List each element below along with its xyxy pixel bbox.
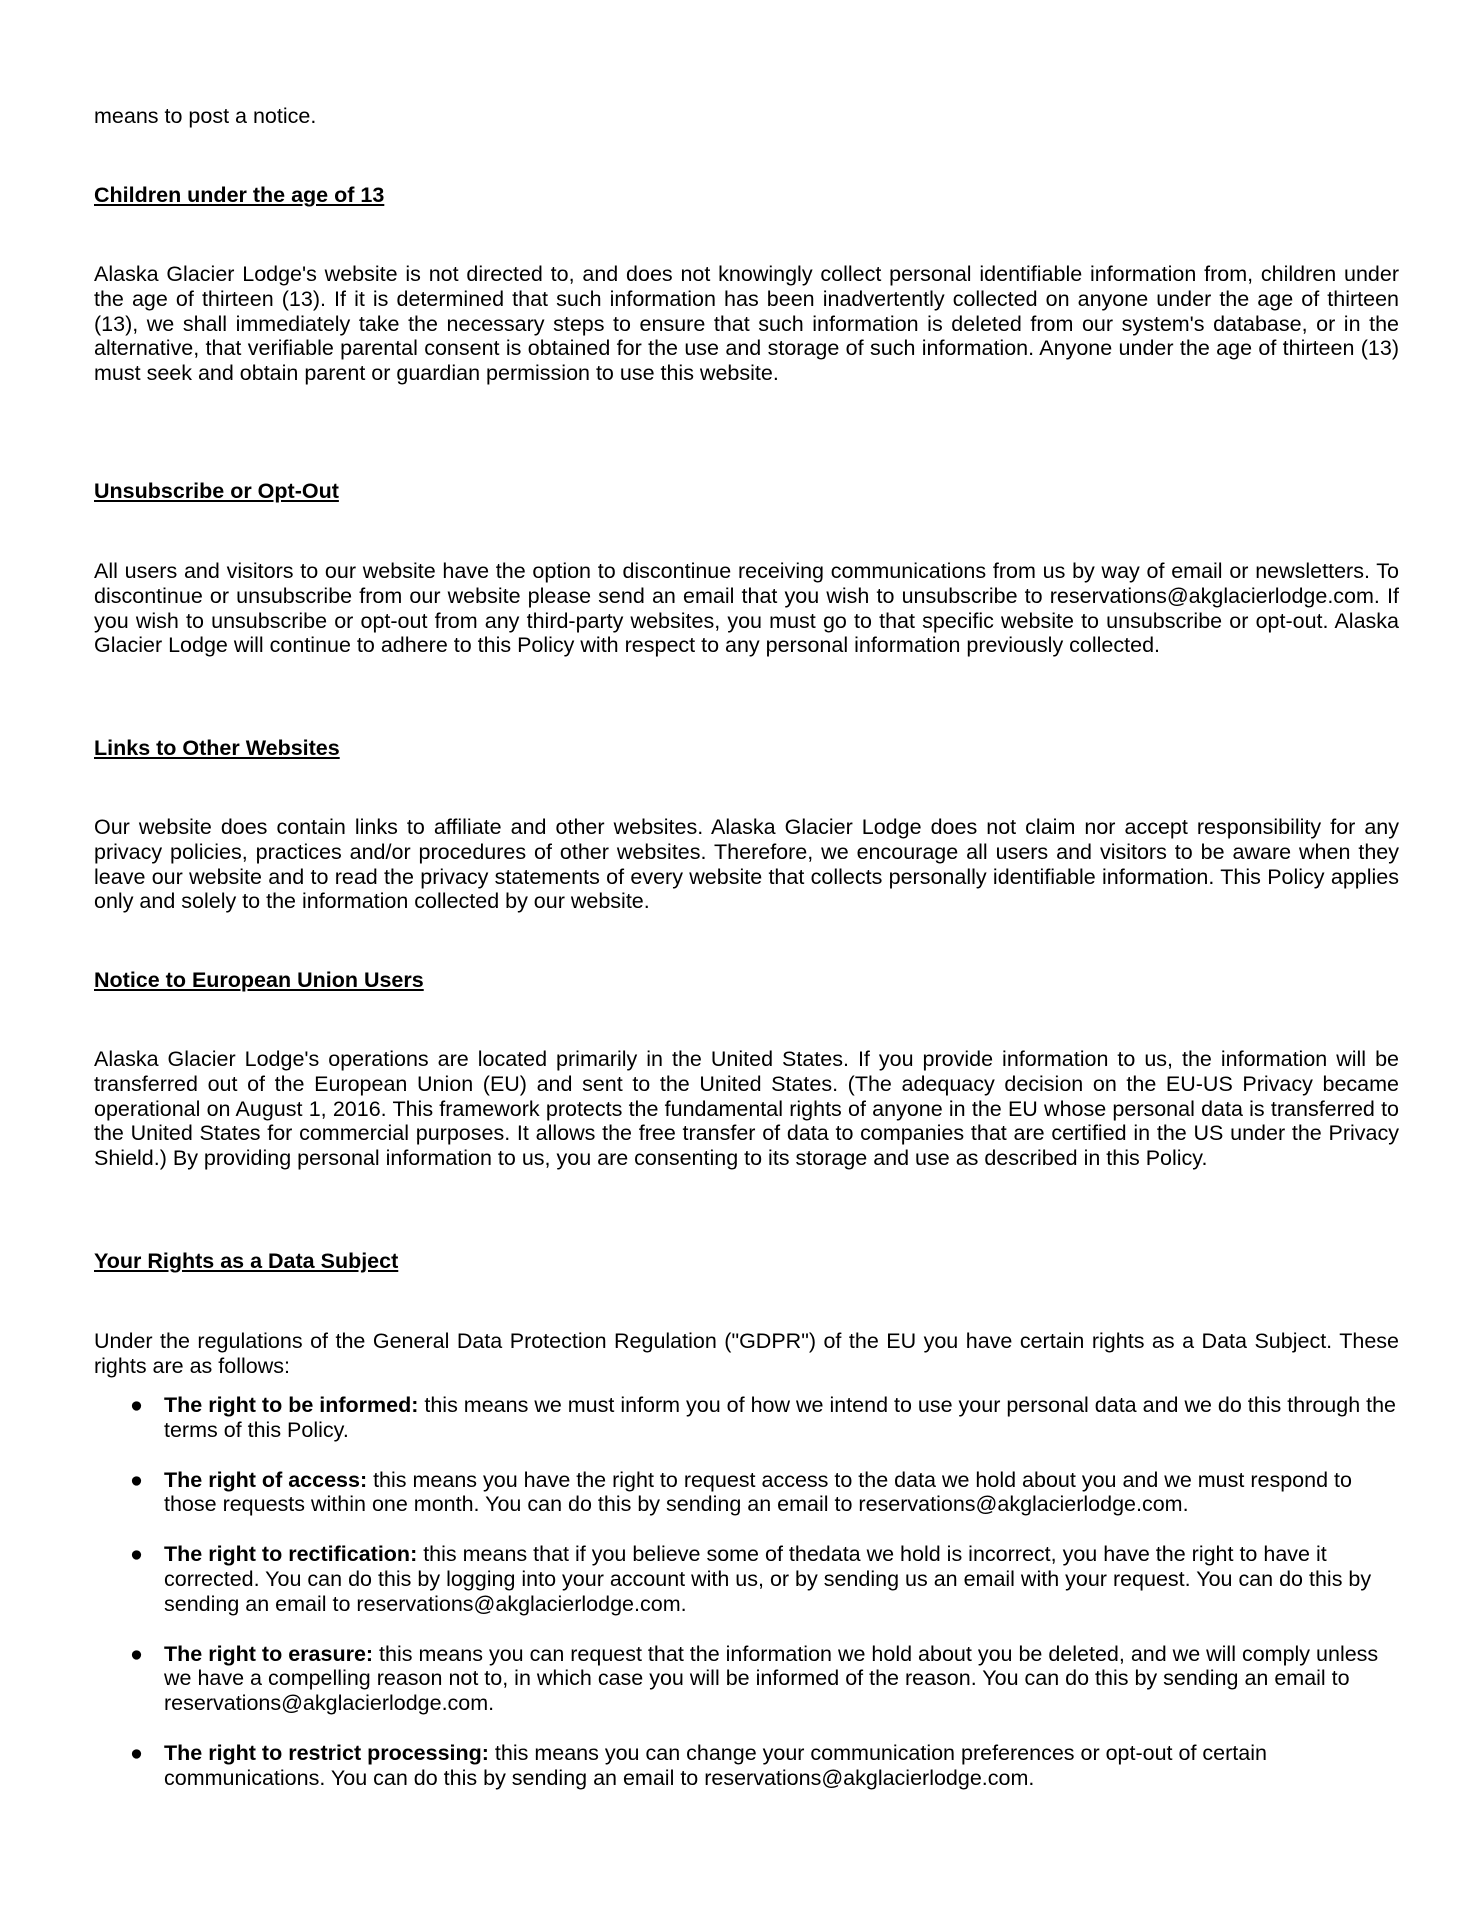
data-subject-rights-intro: Under the regulations of the General Data Protection Regulation ("GDPR") of the EU you have certain rights as a Data Subject. These rights are as follows: — [94, 1329, 1399, 1378]
right-description: this means we must inform you of how we intend to use your personal data and we do this through the terms of this Policy. — [164, 1393, 1397, 1442]
right-title: The right to erasure: — [164, 1641, 374, 1666]
right-to-be-informed-item — [94, 1393, 1404, 1443]
right-title: The right to restrict processing: — [164, 1740, 489, 1765]
right-to-rectification-item — [94, 1542, 1404, 1616]
unsubscribe-paragraph: All users and visitors to our website have the option to discontinue receiving communications from us by way of email or newsletters. To discontinue or unsubscribe from our website please send an email that you wish to unsubscribe to reservations@akglacierlodge.com. If you wish to unsubscribe or opt-out from any third-party websites, you must go to that specific website to unsubscribe or opt-out. Alaska Glacier Lodge will continue to adhere to this Policy with respect to any personal information previously collected. — [94, 559, 1399, 658]
right-title: The right of access: — [164, 1467, 368, 1492]
right-description: this means you can request that the information we hold about you be deleted, and we will comply unless we have a compelling reason not to, in which case you will be informed of the reason. You can do this by sending an email to reservations@akglacierlodge.com. — [164, 1641, 1379, 1716]
right-description: this means that if you believe some of thedata we hold is incorrect, you have the right to have it corrected. You can do this by logging into your account with us, or by sending us an email with your request. You can do this by sending an email to reservations@akglacierlodge.com. — [164, 1542, 1372, 1616]
bullet-icon: ● — [130, 1542, 143, 1567]
right-title: The right to rectification: — [164, 1542, 418, 1567]
right-to-restrict-processing-item — [94, 1741, 1404, 1791]
eu-notice-heading: Notice to European Union Users — [94, 968, 424, 992]
right-description: this means you can change your communication preferences or opt-out of certain communications. You can do this by sending an email to reservations@akglacierlodge.com. — [164, 1740, 1267, 1790]
children-paragraph: Alaska Glacier Lodge's website is not directed to, and does not knowingly collect personal identifiable information from, children under the age of thirteen (13). If it is determined that such information has been inadvertently collected on anyone under the age of thirteen (13), we shall immediately take the necessary steps to ensure that such information is deleted from our system's database, or in the alternative, that verifiable parental consent is obtained for the use and storage of such information. Anyone under the age of thirteen (13) must seek and obtain parent or guardian permission to use this website. — [94, 262, 1399, 386]
right-to-erasure-item — [94, 1642, 1404, 1716]
children-heading: Children under the age of 13 — [94, 183, 385, 207]
data-subject-rights-list — [94, 1393, 1404, 1816]
intro-tail-text: means to post a notice. — [94, 104, 317, 128]
bullet-icon: ● — [130, 1393, 143, 1417]
unsubscribe-heading: Unsubscribe or Opt-Out — [94, 479, 339, 503]
bullet-icon: ● — [130, 1467, 143, 1492]
eu-notice-paragraph: Alaska Glacier Lodge's operations are located primarily in the United States. If you provide information to us, the information will be transferred out of the European Union (EU) and sent to the United States. (The adequacy decision on the EU-US Privacy became operational on August 1, 2016. This framework protects the fundamental rights of anyone in the EU whose personal data is transferred to the United States for commercial purposes. It allows the free transfer of data to companies that are certified in the US under the Privacy Shield.) By providing personal information to us, you are consenting to its storage and use as described in this Policy. — [94, 1047, 1399, 1171]
bullet-icon: ● — [130, 1740, 143, 1765]
bullet-icon: ● — [130, 1641, 143, 1666]
links-paragraph: Our website does contain links to affiliate and other websites. Alaska Glacier Lodge does not claim nor accept responsibility for any privacy policies, practices and/or procedures of other websites. Therefore, we encourage all users and visitors to be aware when they leave our website and to read the privacy statements of every website that collects personally identifiable information. This Policy applies only and solely to the information collected by our website. — [94, 815, 1399, 914]
right-description: this means you have the right to request access to the data we hold about you and we must respond to those requests within one month. You can do this by sending an email to reservations@akglacierlodge.com. — [164, 1467, 1352, 1517]
right-title: The right to be informed: — [164, 1393, 419, 1417]
data-subject-rights-heading: Your Rights as a Data Subject — [94, 1249, 399, 1273]
right-of-access-item — [94, 1468, 1404, 1518]
links-heading: Links to Other Websites — [94, 736, 340, 760]
